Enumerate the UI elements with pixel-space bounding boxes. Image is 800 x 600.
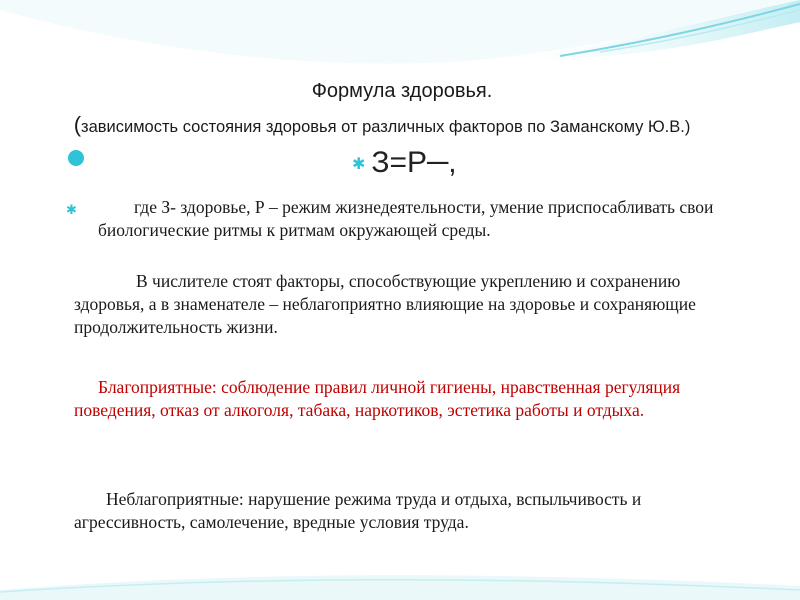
unfavorable-factors: Неблагоприятные: нарушение режима труда и отдыха, вспыльчивость и агрессивность, самолечение, вредные условия труда.: [74, 489, 642, 532]
star-bullet-icon: ✱: [66, 202, 77, 217]
subtitle-text: зависимость состояния здоровья от различных факторов по Заманскому Ю.В.): [81, 118, 691, 136]
numerator-note: В числителе стоят факторы, способствующие укреплению и сохранению здоровья, а в знаменателе – неблагоприятно влияющие на здоровье и сохраняющие продолжительность жизни.: [74, 271, 696, 337]
star-bullet-icon: ✱: [352, 156, 366, 174]
subtitle-paren: (: [73, 112, 82, 137]
definition-paragraph: [66, 196, 754, 242]
bullet-dot-icon: [68, 150, 84, 166]
formula-text: З=Р─,: [371, 146, 457, 179]
favorable-factors: Благоприятные: соблюдение правил личной гигиены, нравственная регуляция поведения, отказ от алкоголя, табака, наркотиков, эстетика работы и отдыха.: [74, 377, 681, 420]
definition-text: где З- здоровье, Р – режим жизнедеятельности, умение приспосабливать свои биологические ритмы к ритмам окружающей среды.: [98, 197, 714, 240]
health-formula: [352, 146, 457, 180]
page-title: Формула здоровья.: [311, 80, 493, 102]
page-subtitle: [0, 112, 782, 138]
